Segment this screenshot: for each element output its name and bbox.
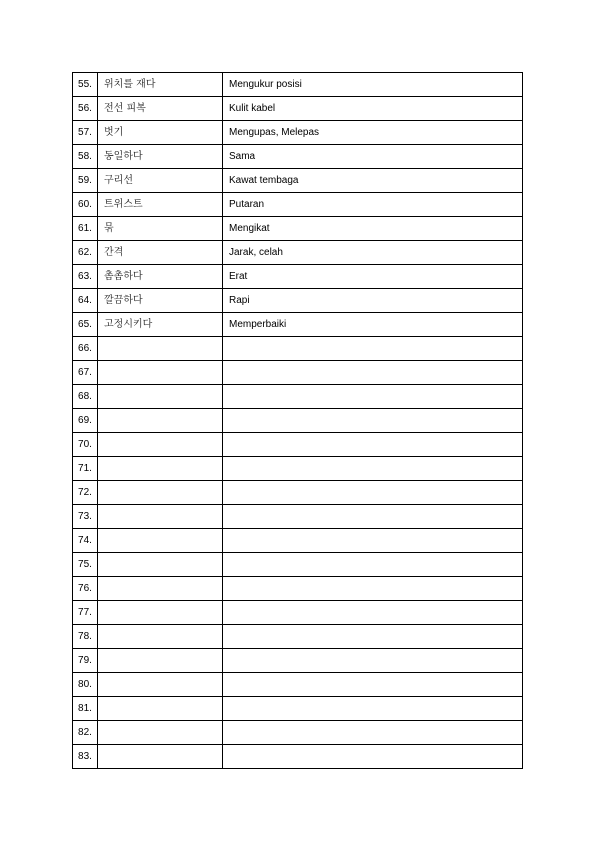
table-row bbox=[73, 433, 523, 457]
table-row bbox=[73, 553, 523, 577]
table-row bbox=[73, 577, 523, 601]
table-row bbox=[73, 337, 523, 361]
indonesian-translation-cell: Mengupas, Melepas bbox=[223, 121, 523, 145]
table-row bbox=[73, 169, 523, 193]
row-number-cell: 56. bbox=[73, 97, 98, 121]
indonesian-translation-cell: Putaran bbox=[223, 193, 523, 217]
table-row bbox=[73, 457, 523, 481]
korean-term-cell bbox=[98, 721, 223, 745]
row-number-cell: 63. bbox=[73, 265, 98, 289]
korean-term-cell: 깔끔하다 bbox=[98, 289, 223, 313]
table-row bbox=[73, 745, 523, 769]
korean-term-cell: 트위스트 bbox=[98, 193, 223, 217]
row-number-cell: 79. bbox=[73, 649, 98, 673]
korean-term-cell: 고정시키다 bbox=[98, 313, 223, 337]
row-number-cell: 59. bbox=[73, 169, 98, 193]
korean-term-cell bbox=[98, 601, 223, 625]
table-row bbox=[73, 409, 523, 433]
indonesian-translation-cell bbox=[223, 481, 523, 505]
row-number-cell: 55. bbox=[73, 73, 98, 97]
table-row bbox=[73, 673, 523, 697]
korean-term-cell bbox=[98, 385, 223, 409]
indonesian-translation-cell bbox=[223, 433, 523, 457]
table-row bbox=[73, 289, 523, 313]
row-number-cell: 61. bbox=[73, 217, 98, 241]
row-number-cell: 64. bbox=[73, 289, 98, 313]
indonesian-translation-cell: Mengukur posisi bbox=[223, 73, 523, 97]
table-row bbox=[73, 121, 523, 145]
indonesian-translation-cell bbox=[223, 577, 523, 601]
indonesian-translation-cell bbox=[223, 409, 523, 433]
indonesian-translation-cell bbox=[223, 721, 523, 745]
row-number-cell: 81. bbox=[73, 697, 98, 721]
korean-term-cell: 전선 피복 bbox=[98, 97, 223, 121]
table-row bbox=[73, 697, 523, 721]
indonesian-translation-cell: Mengikat bbox=[223, 217, 523, 241]
korean-term-cell bbox=[98, 337, 223, 361]
korean-term-cell bbox=[98, 649, 223, 673]
table-row bbox=[73, 217, 523, 241]
row-number-cell: 73. bbox=[73, 505, 98, 529]
indonesian-translation-cell bbox=[223, 361, 523, 385]
row-number-cell: 75. bbox=[73, 553, 98, 577]
table-row bbox=[73, 721, 523, 745]
indonesian-translation-cell bbox=[223, 505, 523, 529]
row-number-cell: 68. bbox=[73, 385, 98, 409]
korean-term-cell: 촘촘하다 bbox=[98, 265, 223, 289]
row-number-cell: 72. bbox=[73, 481, 98, 505]
korean-term-cell bbox=[98, 529, 223, 553]
table-row bbox=[73, 241, 523, 265]
indonesian-translation-cell bbox=[223, 649, 523, 673]
table-row bbox=[73, 505, 523, 529]
row-number-cell: 71. bbox=[73, 457, 98, 481]
korean-term-cell bbox=[98, 553, 223, 577]
korean-term-cell: 간격 bbox=[98, 241, 223, 265]
row-number-cell: 77. bbox=[73, 601, 98, 625]
korean-term-cell: 구리선 bbox=[98, 169, 223, 193]
korean-term-cell bbox=[98, 481, 223, 505]
indonesian-translation-cell: Erat bbox=[223, 265, 523, 289]
row-number-cell: 76. bbox=[73, 577, 98, 601]
row-number-cell: 65. bbox=[73, 313, 98, 337]
korean-term-cell: 벗기 bbox=[98, 121, 223, 145]
row-number-cell: 70. bbox=[73, 433, 98, 457]
table-row bbox=[73, 481, 523, 505]
table-row bbox=[73, 529, 523, 553]
indonesian-translation-cell bbox=[223, 625, 523, 649]
row-number-cell: 67. bbox=[73, 361, 98, 385]
row-number-cell: 66. bbox=[73, 337, 98, 361]
row-number-cell: 62. bbox=[73, 241, 98, 265]
table-row bbox=[73, 145, 523, 169]
table-row bbox=[73, 313, 523, 337]
indonesian-translation-cell: Memperbaiki bbox=[223, 313, 523, 337]
row-number-cell: 83. bbox=[73, 745, 98, 769]
indonesian-translation-cell bbox=[223, 697, 523, 721]
table-row bbox=[73, 97, 523, 121]
indonesian-translation-cell: Kulit kabel bbox=[223, 97, 523, 121]
indonesian-translation-cell bbox=[223, 553, 523, 577]
table-row bbox=[73, 601, 523, 625]
row-number-cell: 78. bbox=[73, 625, 98, 649]
row-number-cell: 58. bbox=[73, 145, 98, 169]
korean-term-cell bbox=[98, 409, 223, 433]
korean-term-cell: 위치를 재다 bbox=[98, 73, 223, 97]
korean-term-cell bbox=[98, 361, 223, 385]
korean-term-cell: 묶 bbox=[98, 217, 223, 241]
row-number-cell: 57. bbox=[73, 121, 98, 145]
indonesian-translation-cell bbox=[223, 385, 523, 409]
indonesian-translation-cell bbox=[223, 529, 523, 553]
indonesian-translation-cell: Kawat tembaga bbox=[223, 169, 523, 193]
row-number-cell: 60. bbox=[73, 193, 98, 217]
indonesian-translation-cell bbox=[223, 457, 523, 481]
table-row bbox=[73, 265, 523, 289]
indonesian-translation-cell: Sama bbox=[223, 145, 523, 169]
korean-term-cell bbox=[98, 577, 223, 601]
table-row bbox=[73, 649, 523, 673]
table-row bbox=[73, 385, 523, 409]
korean-term-cell bbox=[98, 673, 223, 697]
korean-term-cell bbox=[98, 745, 223, 769]
vocabulary-table-body bbox=[73, 73, 523, 769]
korean-term-cell bbox=[98, 457, 223, 481]
row-number-cell: 74. bbox=[73, 529, 98, 553]
korean-term-cell bbox=[98, 697, 223, 721]
indonesian-translation-cell bbox=[223, 745, 523, 769]
korean-term-cell bbox=[98, 433, 223, 457]
row-number-cell: 69. bbox=[73, 409, 98, 433]
table-row bbox=[73, 361, 523, 385]
row-number-cell: 82. bbox=[73, 721, 98, 745]
table-row bbox=[73, 73, 523, 97]
indonesian-translation-cell bbox=[223, 673, 523, 697]
indonesian-translation-cell: Jarak, celah bbox=[223, 241, 523, 265]
indonesian-translation-cell: Rapi bbox=[223, 289, 523, 313]
table-row bbox=[73, 193, 523, 217]
vocabulary-table bbox=[72, 72, 523, 769]
indonesian-translation-cell bbox=[223, 337, 523, 361]
indonesian-translation-cell bbox=[223, 601, 523, 625]
row-number-cell: 80. bbox=[73, 673, 98, 697]
korean-term-cell bbox=[98, 625, 223, 649]
table-row bbox=[73, 625, 523, 649]
korean-term-cell bbox=[98, 505, 223, 529]
korean-term-cell: 동일하다 bbox=[98, 145, 223, 169]
